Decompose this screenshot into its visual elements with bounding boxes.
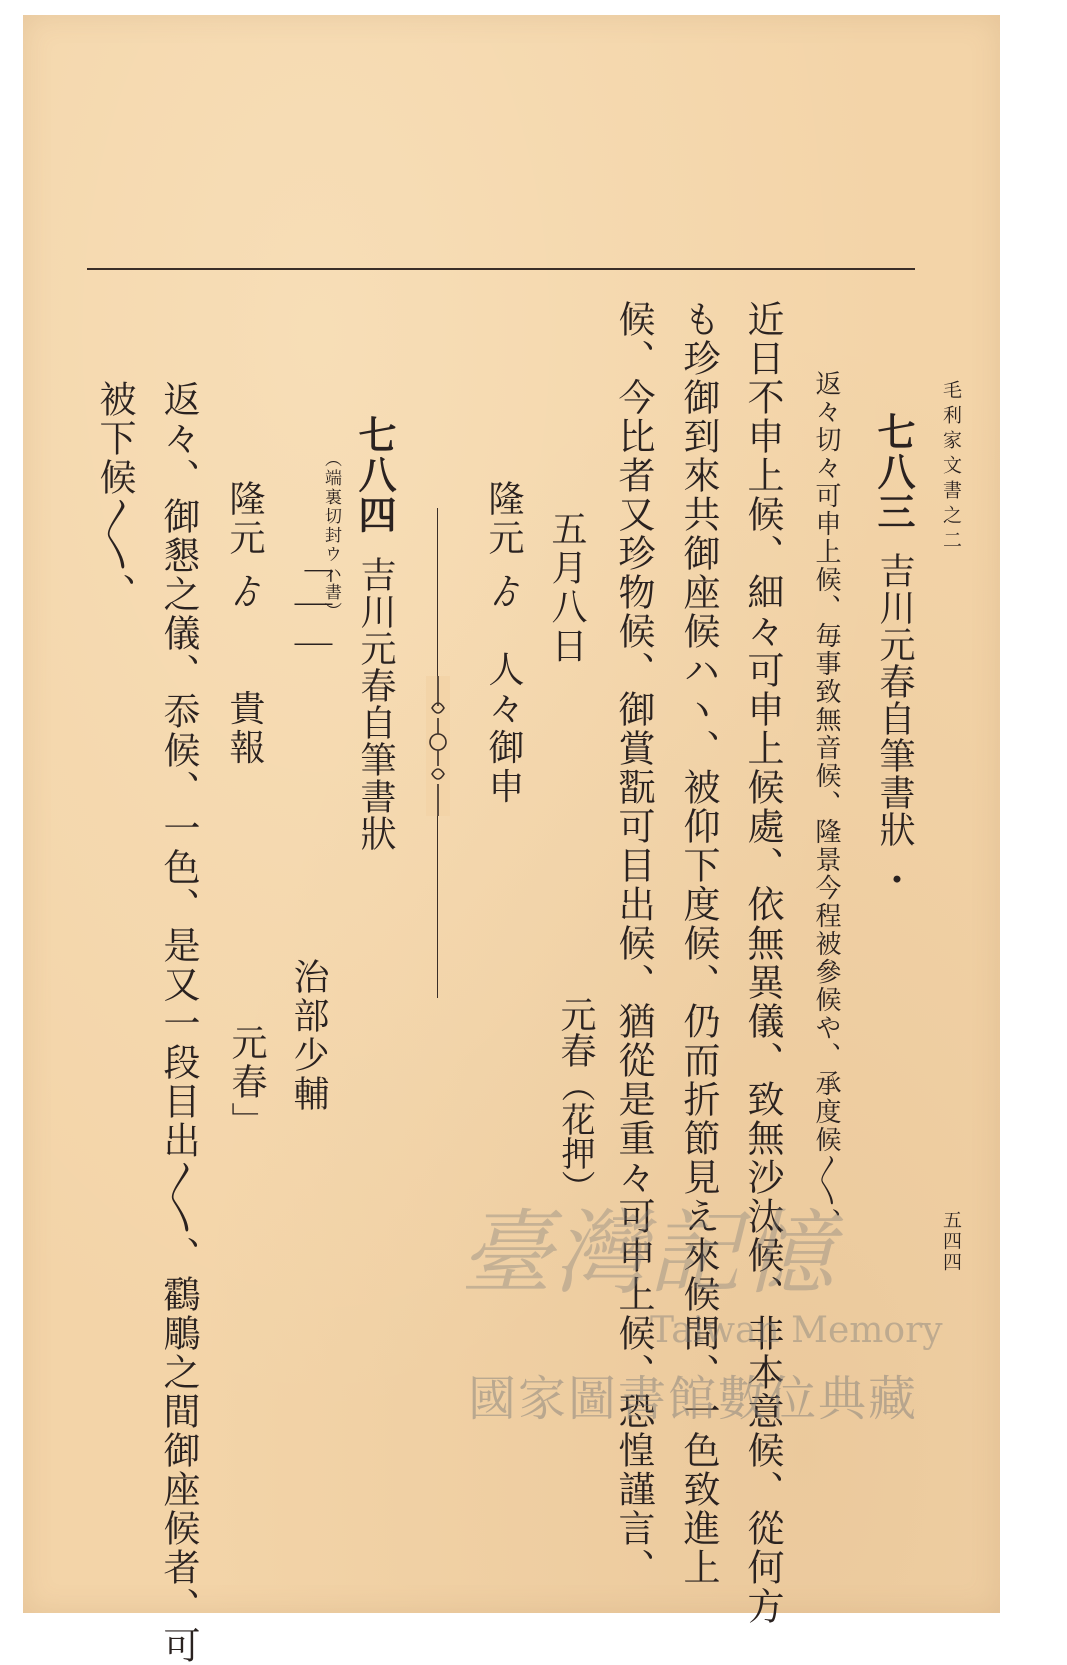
doc783-postscript: 返々切々可申上候、毎事致無音候、隆景今程被參候や、承度候〱、 — [811, 370, 841, 1236]
doc784-sender: 元春」 — [226, 1024, 267, 1141]
doc783-kakihan: （花押） — [555, 1068, 595, 1204]
watermark-brand-en: Taiwan Memory — [650, 1310, 943, 1351]
doc783-body-line-1: 近日不申上候、細々可申上候處、依無異儀、致無沙汰候、非本意候、從何方 — [741, 300, 784, 1626]
doc783-mark: • — [882, 872, 910, 887]
doc784-note: （端裏切封ウハ書） — [321, 450, 341, 621]
doc783-signer: 元春 — [555, 996, 596, 1068]
doc783-signature — [550, 996, 601, 1204]
doc783-addressee: 隆元 ゟ 人々御申 — [483, 480, 524, 807]
doc784-seal: 「｜｜ — [288, 545, 332, 665]
header-rule — [87, 268, 915, 270]
doc784-address: 隆元 ゟ 貴報 — [224, 480, 265, 768]
doc783-body-line-3: 候、今比者又珍物候、御賞翫可目出候、猶從是重々可申上候、恐惶謹言、 — [612, 300, 655, 1587]
doc784-number: 七八四 — [352, 415, 397, 535]
doc783-date: 五月八日 — [546, 510, 587, 666]
watermark-brand: 臺灣記憶 — [460, 1200, 837, 1307]
doc784-body-line-1: 返々、御懇之儀、忝候、一色、是又一段目出〱、鸖鵰之間御座候者、可 — [157, 380, 200, 1665]
doc783-number: 七八三 — [871, 412, 916, 532]
doc784-body-line-2: 被下候〱、 — [93, 380, 136, 612]
running-title: 毛利家文書之二 — [940, 380, 962, 555]
separator-ornament — [426, 676, 450, 816]
doc784-sender-title: 治部少輔 — [288, 958, 329, 1114]
doc783-title: 吉川元春自筆書狀 — [874, 552, 915, 848]
watermark-org: 國家圖書館數位典藏 — [468, 1371, 919, 1427]
doc784-title: 吉川元春自筆書狀 — [355, 556, 396, 852]
page-number: 五四四 — [940, 1210, 962, 1273]
doc783-body-line-2: も珍御到來共御座候ハヽ、被仰下度候、仍而折節見え來候間、一色致進上 — [677, 300, 720, 1587]
